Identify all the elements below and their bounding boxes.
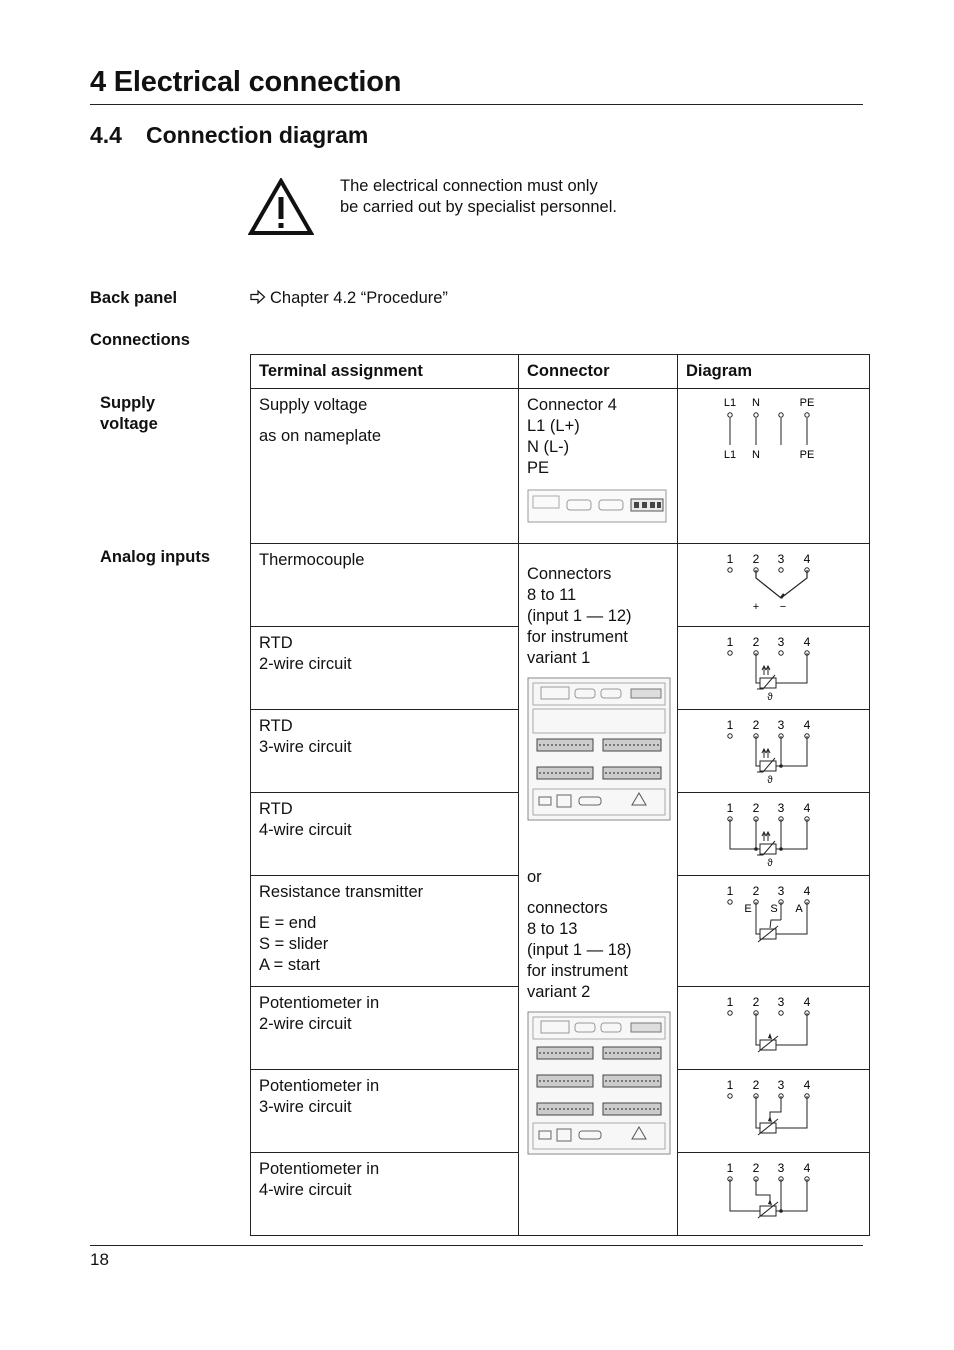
back-panel-reference-text: Chapter 4.2 “Procedure” xyxy=(270,289,448,307)
rtd2-terminal-cell xyxy=(251,627,519,710)
pot2-diagram-cell xyxy=(678,987,870,1070)
rtd-4wire-diagram xyxy=(679,793,869,869)
rtd4-line-2: 4-wire circuit xyxy=(259,821,352,839)
analog-inputs-label: Analog inputs xyxy=(100,548,210,566)
terminal-circle-3 xyxy=(778,568,782,572)
thermo-minus-sign: − xyxy=(779,601,786,613)
pot3-line-1: Potentiometer in xyxy=(259,1077,380,1095)
terminal-number-4: 4 xyxy=(803,552,810,566)
terminal-number-1: 1 xyxy=(726,995,733,1009)
supply-voltage-label xyxy=(100,393,158,435)
connection-table xyxy=(250,354,870,1236)
pot4-line-1: Potentiometer in xyxy=(259,1160,380,1178)
rtd4-terminal-cell xyxy=(251,793,519,876)
supply-connector-cell xyxy=(519,389,678,544)
terminal-number-2: 2 xyxy=(752,718,759,732)
arrow-right-outline-icon xyxy=(250,290,266,304)
rtd-resistor-icon xyxy=(757,832,776,869)
section-number: 4.4 xyxy=(90,122,122,148)
back-panel-supply-thumbnail xyxy=(527,489,667,523)
footer-rule xyxy=(90,1245,863,1246)
page-number: 18 xyxy=(90,1250,109,1269)
rt-legend-e: E = end xyxy=(259,914,317,932)
rtd3-terminal-cell xyxy=(251,710,519,793)
rt-terminal-cell xyxy=(251,876,519,987)
supply-connector-line-2: L1 (L+) xyxy=(527,417,580,435)
variant1-line-1: Connectors xyxy=(527,565,612,583)
rtd4-diagram-cell xyxy=(678,793,870,876)
variant1-connector-text xyxy=(527,564,669,669)
table-row-supply xyxy=(251,389,870,544)
variant1-line-4: for instrument xyxy=(527,628,628,646)
section-title xyxy=(90,122,368,149)
terminal-number-2: 2 xyxy=(752,635,759,649)
thermo-plus-sign: + xyxy=(752,601,759,613)
terminal-number-3: 3 xyxy=(777,552,784,566)
pot4-terminal-cell xyxy=(251,1153,519,1236)
terminal-number-4: 4 xyxy=(803,884,810,898)
rt-line-1: Resistance transmitter xyxy=(259,883,424,901)
rtd2-line-1: RTD xyxy=(259,634,293,652)
terminal-number-4: 4 xyxy=(803,1161,810,1175)
terminal-number-3: 3 xyxy=(777,635,784,649)
warning-text xyxy=(340,176,670,218)
pot2-line-2: 2-wire circuit xyxy=(259,1015,352,1033)
variant1-line-2: 8 to 11 xyxy=(527,586,577,604)
rt-legend-s: S = slider xyxy=(259,935,329,953)
terminal-number-3: 3 xyxy=(777,884,784,898)
header-terminal-assignment: Terminal assignment xyxy=(251,355,519,389)
section-title-text: Connection diagram xyxy=(146,122,369,148)
table-header-row xyxy=(251,355,870,389)
variant2-line-2: 8 to 13 xyxy=(527,920,578,938)
resistance-transmitter-diagram xyxy=(679,876,869,980)
terminal-number-3: 3 xyxy=(777,995,784,1009)
terminal-number-1: 1 xyxy=(726,884,733,898)
terminal-number-2: 2 xyxy=(752,552,759,566)
rt-letter-a: A xyxy=(794,903,803,915)
rt-legend-a: A = start xyxy=(259,956,320,974)
terminal-number-1: 1 xyxy=(726,635,733,649)
supply-connector-line-4: PE xyxy=(527,459,550,477)
potentiometer-icon xyxy=(758,1033,778,1052)
chapter-title: 4 Electrical connection xyxy=(90,66,402,98)
pot3-line-2: 3-wire circuit xyxy=(259,1098,352,1116)
terminal-number-1: 1 xyxy=(726,552,733,566)
pot2-terminal-cell xyxy=(251,987,519,1070)
supply-connector-line-1: Connector 4 xyxy=(527,396,617,414)
supply-terminal-line-2: as on nameplate xyxy=(259,427,382,445)
pot3-diagram-cell xyxy=(678,1070,870,1153)
terminal-number-3: 3 xyxy=(777,801,784,815)
rtd2-line-2: 2-wire circuit xyxy=(259,655,352,673)
terminal-circle-1 xyxy=(727,568,731,572)
terminal-number-1: 1 xyxy=(726,1078,733,1092)
terminal-number-4: 4 xyxy=(803,718,810,732)
thermocouple-diagram-cell xyxy=(678,544,870,627)
terminal-number-3: 3 xyxy=(777,1078,784,1092)
variant2-line-5: variant 2 xyxy=(527,983,591,1001)
back-panel-variant1-thumbnail xyxy=(527,677,671,821)
pot4-diagram-cell xyxy=(678,1153,870,1236)
potentiometer-2wire-diagram xyxy=(679,987,869,1063)
header-connector: Connector xyxy=(519,355,678,389)
supply-terminal-cell xyxy=(251,389,519,544)
connector-or-text: or xyxy=(527,868,542,886)
terminal-circle-1 xyxy=(727,900,731,904)
terminal-number-2: 2 xyxy=(752,1161,759,1175)
analog-connector-cell xyxy=(519,544,678,1236)
potentiometer-4wire-diagram xyxy=(679,1153,869,1229)
connections-label: Connections xyxy=(90,331,190,349)
variant1-line-3: (input 1 — 12) xyxy=(527,607,632,625)
variant2-connector-text xyxy=(527,898,669,1003)
rtd-resistor-icon xyxy=(757,749,776,786)
supply-wiring-diagram xyxy=(679,389,869,469)
rtd-theta-symbol: ϑ xyxy=(766,858,773,869)
terminal-number-3: 3 xyxy=(777,1161,784,1175)
thermocouple-diagram xyxy=(679,544,869,620)
terminal-number-2: 2 xyxy=(752,884,759,898)
supply-label-top-n: N xyxy=(751,397,760,409)
terminal-circle-1 xyxy=(727,651,731,655)
table-row-thermocouple xyxy=(251,544,870,627)
terminal-circle-1 xyxy=(727,1094,731,1098)
rtd-resistor-icon xyxy=(757,666,776,703)
warning-triangle-icon xyxy=(248,178,314,236)
rtd3-line-1: RTD xyxy=(259,717,293,735)
supply-label-bottom-n: N xyxy=(751,449,760,461)
supply-connector-line-3: N (L-) xyxy=(527,438,570,456)
supply-terminal-line-1: Supply voltage xyxy=(259,396,368,414)
variant2-line-4: for instrument xyxy=(527,962,628,980)
variant2-line-3: (input 1 — 18) xyxy=(527,941,632,959)
rtd-theta-symbol: ϑ xyxy=(766,692,773,703)
potentiometer-icon xyxy=(758,1116,778,1135)
supply-diagram-cell xyxy=(678,389,870,544)
rtd-3wire-diagram xyxy=(679,710,869,786)
thermocouple-line-1: Thermocouple xyxy=(259,551,365,569)
terminal-number-2: 2 xyxy=(752,995,759,1009)
rtd3-line-2: 3-wire circuit xyxy=(259,738,352,756)
back-panel-reference[interactable] xyxy=(250,289,448,308)
back-panel-label: Back panel xyxy=(90,289,178,307)
supply-label-top-pe: PE xyxy=(799,397,814,409)
supply-label-line-2: voltage xyxy=(100,415,158,433)
terminal-circle-1 xyxy=(727,1011,731,1015)
terminal-number-4: 4 xyxy=(803,1078,810,1092)
terminal-number-4: 4 xyxy=(803,801,810,815)
pot2-line-1: Potentiometer in xyxy=(259,994,380,1012)
header-diagram: Diagram xyxy=(678,355,870,389)
header-rule xyxy=(90,104,863,105)
rtd4-line-1: RTD xyxy=(259,800,293,818)
rt-letter-s: S xyxy=(769,903,778,915)
terminal-number-4: 4 xyxy=(803,995,810,1009)
supply-label-bottom-l1: L1 xyxy=(723,449,736,461)
supply-label-line-1: Supply xyxy=(100,394,156,412)
rtd-2wire-diagram xyxy=(679,627,869,703)
back-panel-variant2-thumbnail xyxy=(527,1011,671,1155)
variant1-line-5: variant 1 xyxy=(527,649,591,667)
warning-line-1: The electrical connection must only xyxy=(340,177,598,195)
pot4-line-2: 4-wire circuit xyxy=(259,1181,352,1199)
terminal-circle-3 xyxy=(778,1011,782,1015)
pot3-terminal-cell xyxy=(251,1070,519,1153)
thermocouple-terminal-cell xyxy=(251,544,519,627)
terminal-circle-1 xyxy=(727,734,731,738)
terminal-number-2: 2 xyxy=(752,801,759,815)
potentiometer-icon xyxy=(758,1199,778,1218)
terminal-number-4: 4 xyxy=(803,635,810,649)
terminal-number-1: 1 xyxy=(726,718,733,732)
terminal-circle-3 xyxy=(778,651,782,655)
rtd3-diagram-cell xyxy=(678,710,870,793)
rtd2-diagram-cell xyxy=(678,627,870,710)
rtd-theta-symbol: ϑ xyxy=(766,775,773,786)
terminal-number-1: 1 xyxy=(726,1161,733,1175)
rt-diagram-cell xyxy=(678,876,870,987)
warning-line-2: be carried out by specialist personnel. xyxy=(340,198,617,216)
terminal-number-1: 1 xyxy=(726,801,733,815)
terminal-number-3: 3 xyxy=(777,718,784,732)
rt-letter-e: E xyxy=(743,903,752,915)
potentiometer-3wire-diagram xyxy=(679,1070,869,1146)
supply-label-top-l1: L1 xyxy=(723,397,736,409)
variant2-line-1: connectors xyxy=(527,899,608,917)
terminal-number-2: 2 xyxy=(752,1078,759,1092)
supply-label-bottom-pe: PE xyxy=(799,449,814,461)
